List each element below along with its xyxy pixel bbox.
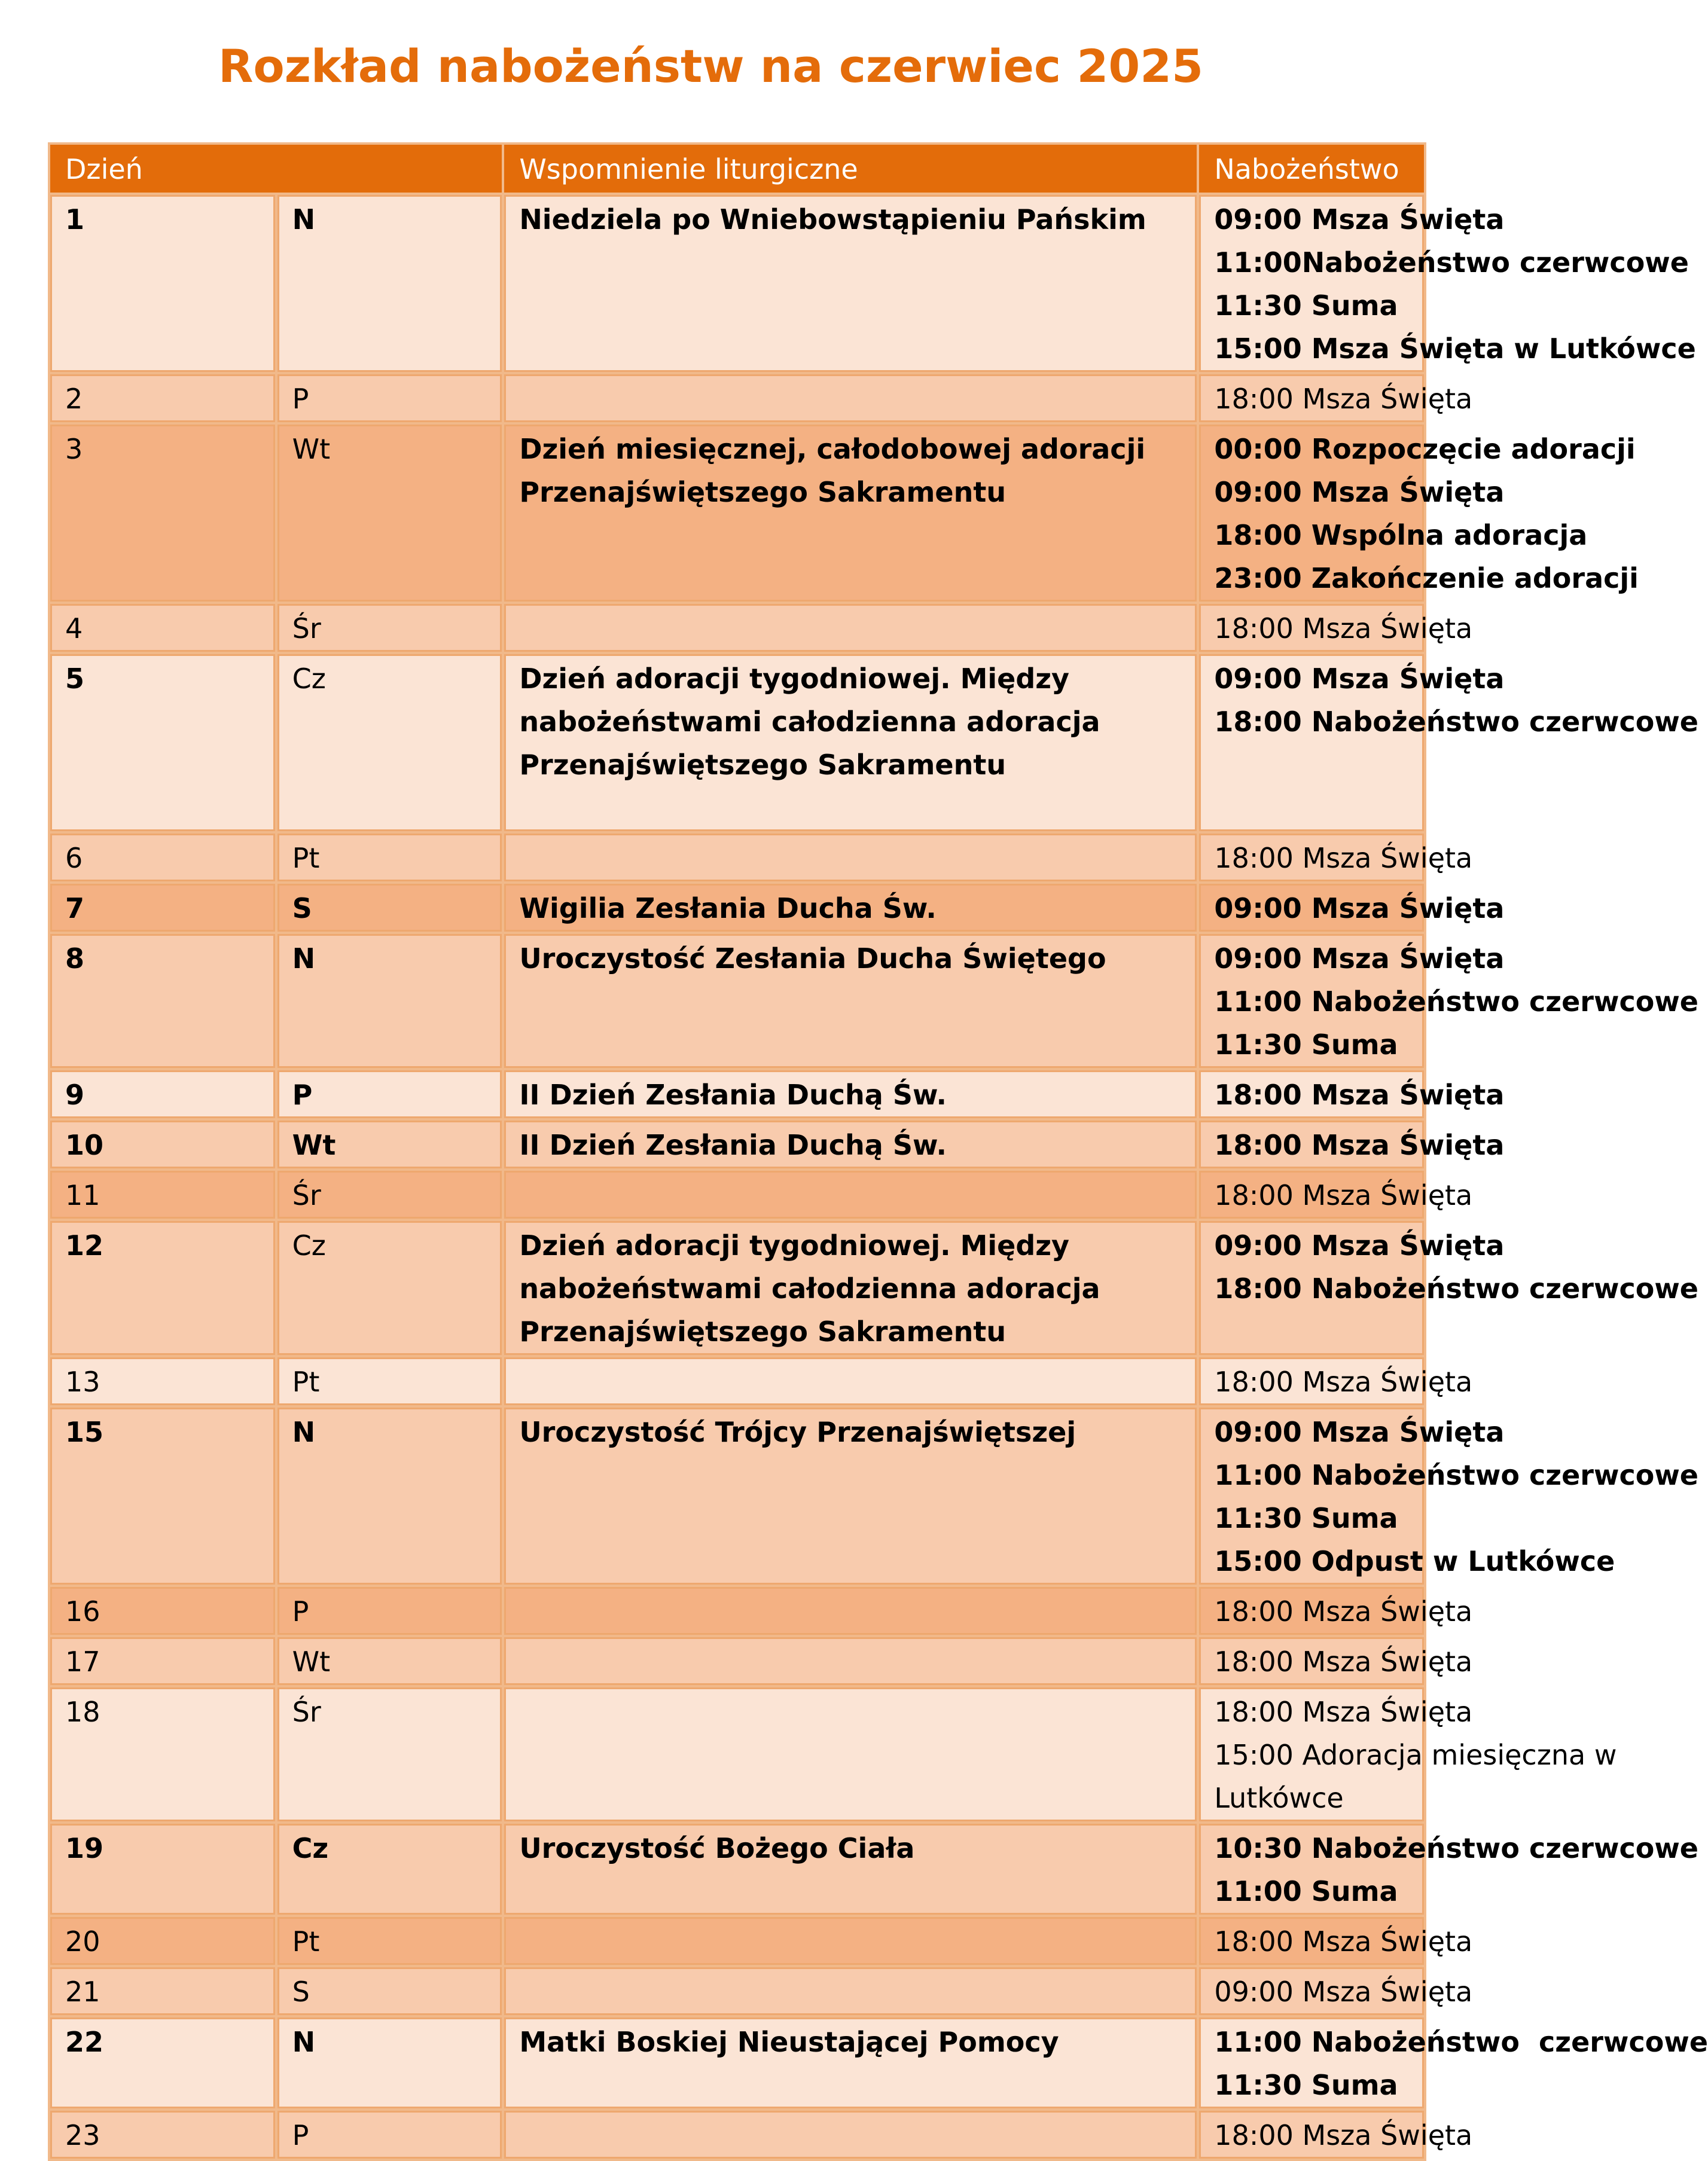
service-times (1199, 1408, 1699, 1585)
service-line: 09:00 Msza Święta (1214, 663, 1505, 695)
service-line: 11:00Nabożeństwo czerwcowe (1214, 246, 1689, 279)
table-row (50, 1637, 1424, 1685)
day-number: 3 (50, 425, 275, 602)
service-line: 18:00 Msza Święta (1214, 1079, 1505, 1111)
service-line: 23:00 Zakończenie adoracji (1214, 562, 1639, 594)
service-times (1199, 1070, 1505, 1118)
service-times (1199, 1221, 1699, 1355)
day-number: 17 (50, 1637, 275, 1685)
service-line: 11:00 Nabożeństwo czerwcowe (1214, 985, 1699, 1018)
service-line: 11:30 Suma (1214, 1028, 1398, 1061)
weekday: Cz (277, 1221, 502, 1355)
service-line: 18:00 Msza Święta (1214, 612, 1473, 645)
liturgy-line: Dzień adoracji tygodniowej. Między (519, 1229, 1070, 1262)
service-line: 18:00 Msza Święta (1214, 383, 1473, 415)
liturgy-line: Matki Boskiej Nieustającej Pomocy (519, 2026, 1059, 2058)
liturgical-commemoration (504, 1408, 1197, 1585)
weekday: N (277, 934, 502, 1068)
table-header-row (50, 145, 1424, 193)
service-times (1199, 654, 1699, 831)
liturgical-commemoration (504, 1221, 1197, 1355)
table-row (50, 604, 1424, 652)
liturgical-commemoration (504, 654, 1197, 831)
liturgical-commemoration (504, 1357, 1197, 1405)
service-line: 00:00 Rozpoczęcie adoracji (1214, 433, 1636, 465)
weekday: Śr (277, 1687, 502, 1821)
service-times (1199, 1171, 1473, 1219)
day-number: 21 (50, 1967, 275, 2015)
service-line: 18:00 Msza Święta (1214, 1179, 1473, 1211)
service-times (1199, 834, 1473, 881)
day-number: 22 (50, 2017, 275, 2108)
day-number: 13 (50, 1357, 275, 1405)
service-line: 09:00 Msza Święta (1214, 1976, 1473, 2008)
liturgical-commemoration (504, 374, 1197, 422)
table-row (50, 1171, 1424, 1219)
day-number: 18 (50, 1687, 275, 1821)
weekday: Pt (277, 1357, 502, 1405)
service-times (1199, 374, 1473, 422)
weekday: P (277, 1070, 502, 1118)
liturgy-line: Przenajświętszego Sakramentu (519, 476, 1006, 508)
weekday: Śr (277, 604, 502, 652)
service-times (1199, 195, 1696, 372)
weekday: N (277, 2017, 502, 2108)
liturgical-commemoration (504, 1121, 1197, 1168)
liturgy-line: Wigilia Zesłania Ducha Św. (519, 892, 937, 924)
liturgy-line: Dzień miesięcznej, całodobowej adoracji (519, 433, 1146, 465)
service-times (1199, 1917, 1473, 1965)
service-line: 18:00 Nabożeństwo czerwcowe (1214, 706, 1699, 738)
liturgy-line: nabożeństwami całodzienna adoracja (519, 706, 1100, 738)
weekday: S (277, 1967, 502, 2015)
table-row (50, 1967, 1424, 2015)
page-title: Rozkład nabożeństw na czerwiec 2025 (218, 39, 1203, 93)
service-times (1199, 1357, 1473, 1405)
service-times (1199, 884, 1505, 932)
service-times (1199, 604, 1473, 652)
service-line: Lutkówce (1214, 1782, 1344, 1814)
table-row (50, 1357, 1424, 1405)
service-line: 18:00 Msza Święta (1214, 1366, 1473, 1398)
service-times (1199, 1687, 1617, 1821)
service-line: 11:30 Suma (1214, 1502, 1398, 1534)
service-times (1199, 1637, 1473, 1685)
schedule-body (50, 145, 1708, 2159)
weekday: S (277, 884, 502, 932)
service-line: 09:00 Msza Święta (1214, 1229, 1505, 1262)
table-row (50, 1408, 1424, 1585)
liturgy-line: Niedziela po Wniebowstąpieniu Pańskim (519, 203, 1146, 236)
weekday: Wt (277, 1121, 502, 1168)
weekday: Pt (277, 834, 502, 881)
table-row (50, 1221, 1424, 1355)
liturgical-commemoration (504, 1917, 1197, 1965)
day-number: 16 (50, 1587, 275, 1635)
service-line: 11:00 Nabożeństwo czerwcowe (1214, 1459, 1699, 1491)
weekday: P (277, 374, 502, 422)
schedule-table (48, 142, 1708, 2161)
table-row (50, 1070, 1424, 1118)
day-number: 7 (50, 884, 275, 932)
service-line: 18:00 Msza Święta (1214, 2119, 1473, 2151)
liturgy-line: Uroczystość Trójcy Przenajświętszej (519, 1416, 1076, 1448)
service-times (1199, 1824, 1699, 1915)
liturgical-commemoration (504, 834, 1197, 881)
service-line: 09:00 Msza Święta (1214, 1416, 1505, 1448)
service-line: 18:00 Msza Święta (1214, 1925, 1473, 1958)
liturgical-commemoration (504, 425, 1197, 602)
service-line: 18:00 Wspólna adoracja (1214, 519, 1588, 551)
table-row (50, 1687, 1424, 1821)
weekday: P (277, 2111, 502, 2159)
weekday: Cz (277, 654, 502, 831)
table-row (50, 1824, 1424, 1915)
liturgy-line: Przenajświętszego Sakramentu (519, 749, 1006, 781)
day-number: 9 (50, 1070, 275, 1118)
weekday: P (277, 1587, 502, 1635)
table-row (50, 1917, 1424, 1965)
service-line: 11:30 Suma (1214, 289, 1398, 322)
table-row (50, 2111, 1424, 2159)
liturgical-commemoration (504, 884, 1197, 932)
service-line: 09:00 Msza Święta (1214, 203, 1505, 236)
service-line: 18:00 Nabożeństwo czerwcowe (1214, 1272, 1699, 1305)
liturgical-commemoration (504, 2017, 1197, 2108)
table-row (50, 195, 1424, 372)
service-times (1199, 425, 1639, 602)
liturgical-commemoration (504, 195, 1197, 372)
weekday: Wt (277, 1637, 502, 1685)
service-times (1199, 2017, 1708, 2108)
liturgical-commemoration (504, 1070, 1197, 1118)
service-line: 11:00 Nabożeństwo czerwcowe (1214, 2026, 1708, 2058)
table-row (50, 884, 1424, 932)
service-line: 09:00 Msza Święta (1214, 476, 1505, 508)
liturgy-line: Dzień adoracji tygodniowej. Między (519, 663, 1070, 695)
service-line: 18:00 Msza Święta (1214, 842, 1473, 874)
day-number: 20 (50, 1917, 275, 1965)
service-times (1199, 1587, 1473, 1635)
table-row (50, 2017, 1424, 2108)
day-number: 11 (50, 1171, 275, 1219)
service-line: 09:00 Msza Święta (1214, 892, 1505, 924)
liturgy-line: II Dzień Zesłania Duchą Św. (519, 1129, 947, 1161)
table-row (50, 1587, 1424, 1635)
weekday: N (277, 1408, 502, 1585)
day-number: 12 (50, 1221, 275, 1355)
service-line: 15:00 Adoracja miesięczna w (1214, 1739, 1617, 1771)
table-row (50, 654, 1424, 831)
service-line: 11:00 Suma (1214, 1875, 1398, 1907)
service-times (1199, 2111, 1473, 2159)
table-row (50, 1121, 1424, 1168)
liturgy-line: Przenajświętszego Sakramentu (519, 1315, 1006, 1348)
liturgy-line: II Dzień Zesłania Duchą Św. (519, 1079, 947, 1111)
day-number: 23 (50, 2111, 275, 2159)
header-service: Nabożeństwo (1199, 145, 1424, 193)
service-times (1199, 1967, 1473, 2015)
day-number: 19 (50, 1824, 275, 1915)
liturgy-line: Uroczystość Bożego Ciała (519, 1832, 915, 1864)
liturgical-commemoration (504, 934, 1197, 1068)
service-line: 18:00 Msza Święta (1214, 1696, 1473, 1728)
day-number: 1 (50, 195, 275, 372)
liturgical-commemoration (504, 1637, 1197, 1685)
liturgical-commemoration (504, 604, 1197, 652)
table-row (50, 374, 1424, 422)
day-number: 5 (50, 654, 275, 831)
service-times (1199, 934, 1699, 1068)
table-row (50, 425, 1424, 602)
service-line: 18:00 Msza Święta (1214, 1646, 1473, 1678)
liturgy-line: nabożeństwami całodzienna adoracja (519, 1272, 1100, 1305)
table-row (50, 834, 1424, 881)
weekday: Wt (277, 425, 502, 602)
day-number: 10 (50, 1121, 275, 1168)
table-row (50, 934, 1424, 1068)
liturgical-commemoration (504, 1687, 1197, 1821)
liturgical-commemoration (504, 1824, 1197, 1915)
service-line: 15:00 Odpust w Lutkówce (1214, 1545, 1615, 1577)
day-number: 2 (50, 374, 275, 422)
weekday: Śr (277, 1171, 502, 1219)
service-line: 11:30 Suma (1214, 2069, 1398, 2101)
liturgy-line: Uroczystość Zesłania Ducha Świętego (519, 942, 1106, 975)
weekday: Pt (277, 1917, 502, 1965)
day-number: 15 (50, 1408, 275, 1585)
header-day: Dzień (50, 145, 502, 193)
service-line: 09:00 Msza Święta (1214, 942, 1505, 975)
service-line: 18:00 Msza Święta (1214, 1595, 1473, 1628)
service-line: 15:00 Msza Święta w Lutkówce (1214, 332, 1696, 365)
service-line: 18:00 Msza Święta (1214, 1129, 1505, 1161)
service-times (1199, 1121, 1505, 1168)
liturgical-commemoration (504, 1171, 1197, 1219)
day-number: 8 (50, 934, 275, 1068)
day-number: 6 (50, 834, 275, 881)
liturgical-commemoration (504, 1587, 1197, 1635)
liturgical-commemoration (504, 2111, 1197, 2159)
day-number: 4 (50, 604, 275, 652)
header-liturgy: Wspomnienie liturgiczne (504, 145, 1197, 193)
service-line: 10:30 Nabożeństwo czerwcowe (1214, 1832, 1699, 1864)
weekday: Cz (277, 1824, 502, 1915)
liturgical-commemoration (504, 1967, 1197, 2015)
weekday: N (277, 195, 502, 372)
